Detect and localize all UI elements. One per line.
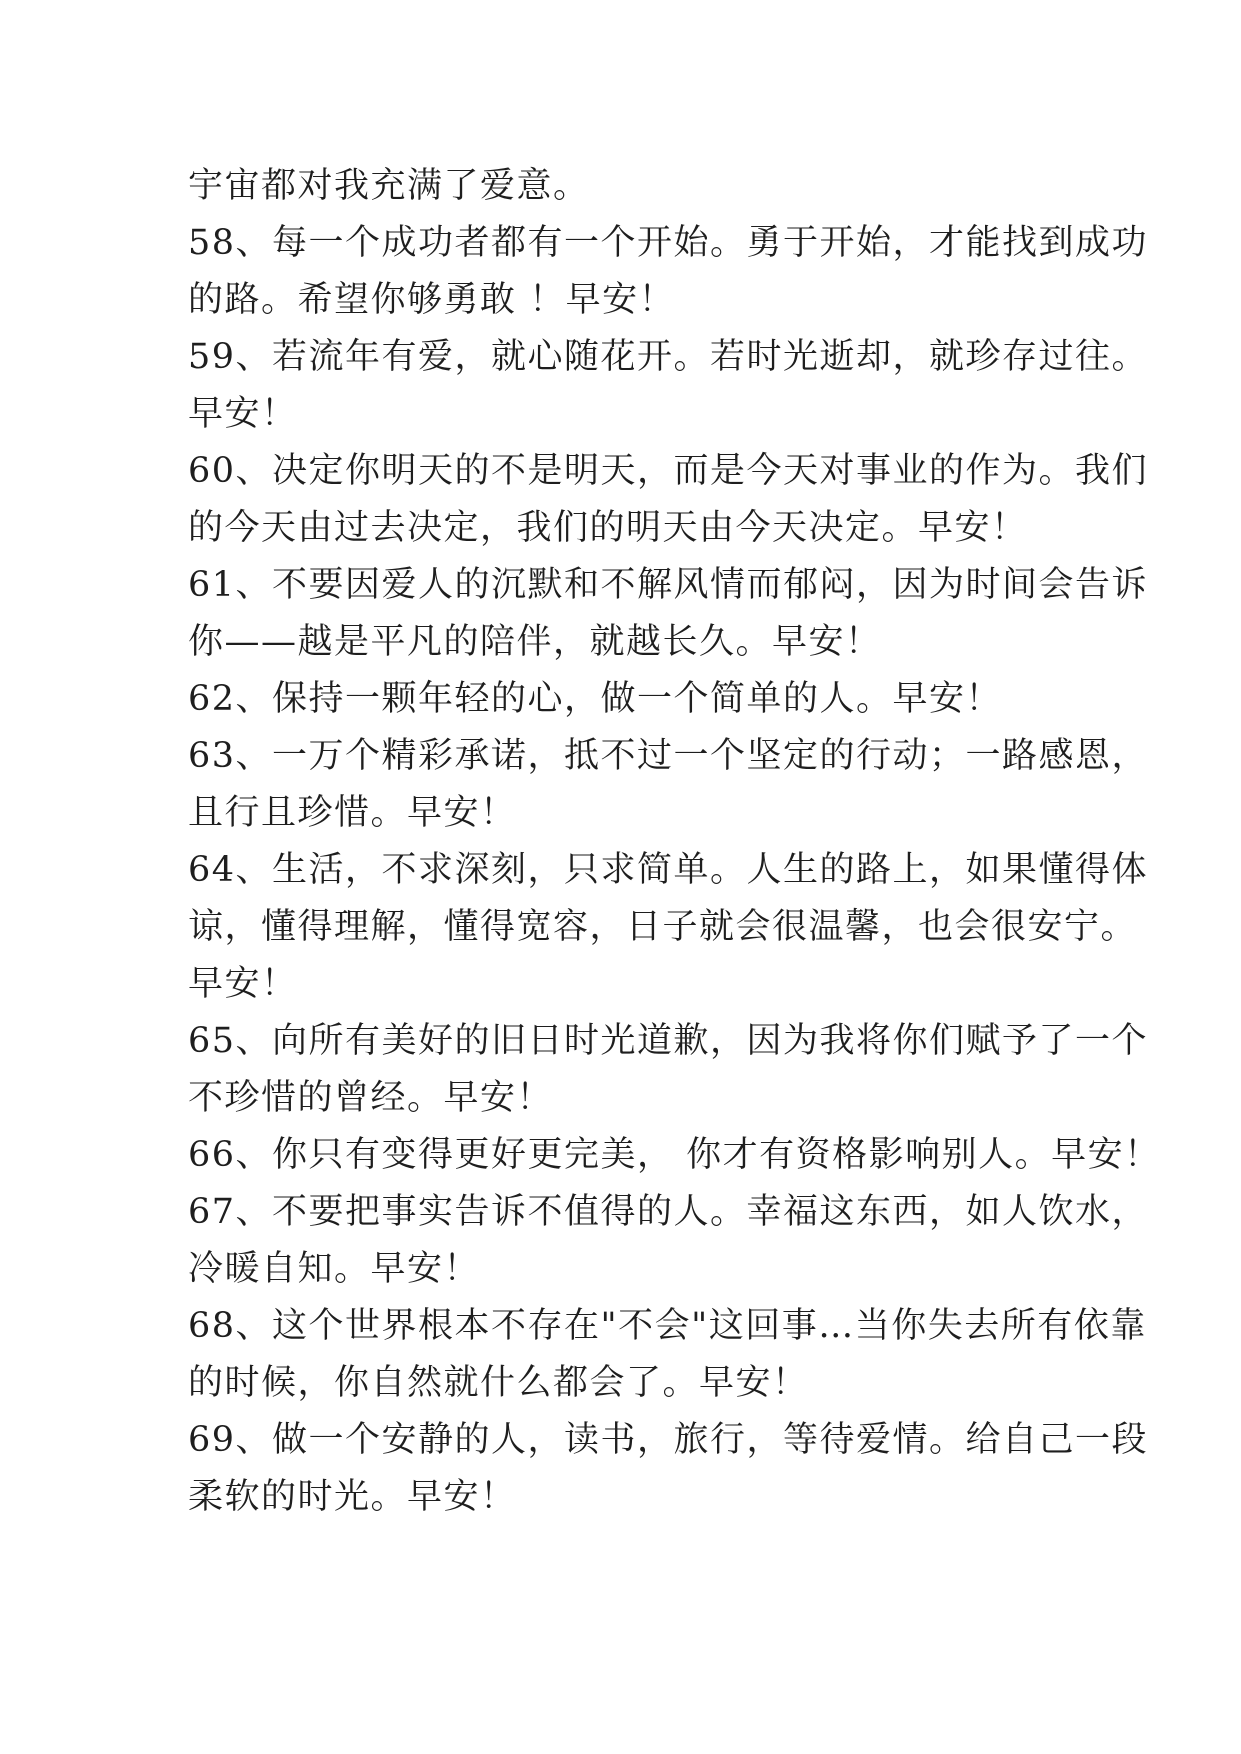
text-line: 58、每一个成功者都有一个开始。勇于开始，才能找到成功	[188, 223, 1149, 263]
text-line: 的时候，你自然就什么都会了。早安！	[188, 1363, 809, 1403]
text-line: 68、这个世界根本不存在"不会"这回事…当你失去所有依靠	[188, 1306, 1147, 1346]
text-line: 的路。希望你够勇敢 ！早安！	[188, 280, 676, 320]
text-line: 59、若流年有爱，就心随花开。若时光逝却，就珍存过往。	[188, 337, 1149, 377]
text-line: 你——越是平凡的陪伴，就越长久。早安！	[188, 622, 882, 662]
document-body	[188, 158, 1161, 1526]
text-line: 的今天由过去决定，我们的明天由今天决定。早安！	[188, 508, 1028, 548]
text-line: 不珍惜的曾经。早安！	[188, 1078, 554, 1118]
text-line: 早安！	[188, 964, 298, 1004]
text-line: 63、一万个精彩承诺，抵不过一个坚定的行动；一路感恩，	[188, 736, 1149, 776]
text-line: 谅，懂得理解，懂得宽容，日子就会很温馨，也会很安宁。	[188, 907, 1138, 947]
text-line: 67、不要把事实告诉不值得的人。幸福这东西，如人饮水，	[188, 1192, 1149, 1232]
text-line: 64、生活，不求深刻，只求简单。人生的路上，如果懂得体	[188, 850, 1149, 890]
text-line: 且行且珍惜。早安！	[188, 793, 517, 833]
text-line: 冷暖自知。早安！	[188, 1249, 481, 1289]
text-line: 宇宙都对我充满了爱意。	[188, 166, 590, 206]
text-line: 早安！	[188, 394, 298, 434]
text-line: 柔软的时光。早安！	[188, 1477, 517, 1517]
text-line: 60、决定你明天的不是明天，而是今天对事业的作为。我们	[188, 451, 1149, 491]
text-line: 69、做一个安静的人，读书，旅行，等待爱情。给自己一段	[188, 1420, 1149, 1460]
text-line: 66、你只有变得更好更完美， 你才有资格影响别人。早安！	[188, 1135, 1161, 1175]
text-line: 61、不要因爱人的沉默和不解风情而郁闷，因为时间会告诉	[188, 565, 1149, 605]
text-line: 62、保持一颗年轻的心，做一个简单的人。早安！	[188, 679, 1003, 719]
text-line: 65、向所有美好的旧日时光道歉，因为我将你们赋予了一个	[188, 1021, 1149, 1061]
